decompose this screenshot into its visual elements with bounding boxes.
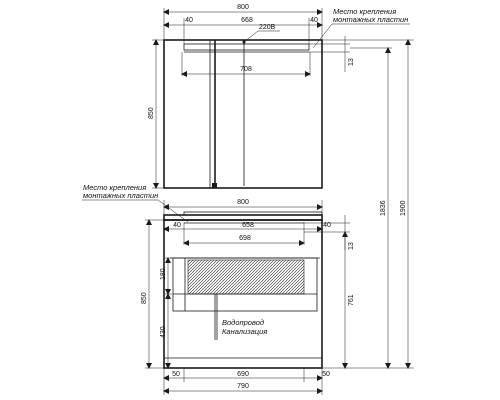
vanity-height-label: 850 [141, 292, 148, 304]
vanity [141, 199, 355, 395]
mirror-cabinet-outline [164, 40, 322, 188]
mirror-mount-strip [184, 44, 309, 50]
vanity-side-right: 40 [323, 222, 331, 229]
mount-label-top-line2: монтажных пластин [333, 15, 409, 24]
base-inner-label: 690 [237, 371, 249, 378]
mirror-height-label: 850 [148, 107, 155, 119]
overall-dimensions [322, 40, 414, 368]
vanity-mount-height: 761 [348, 294, 355, 306]
mount-label-mid [82, 183, 188, 222]
vanity-side-left: 40 [173, 222, 181, 229]
base-width-label: 790 [237, 383, 249, 390]
vanity-lower-width: 698 [239, 235, 251, 242]
mirror-side-left: 40 [185, 17, 193, 24]
mirror-side-right: 40 [310, 17, 318, 24]
mount-label-mid-line1: Место крепления [83, 183, 147, 192]
mirror-width-label: 800 [237, 4, 249, 11]
base-left-label: 50 [172, 371, 180, 378]
vanity-offset-label: 13 [348, 242, 355, 250]
power-label: 220B [259, 24, 276, 31]
mount-label-mid-line2: монтажных пластин [83, 191, 159, 200]
mirror-cabinet-hinge [212, 183, 217, 188]
mirror-cabinet [148, 4, 355, 188]
vanity-width-label: 800 [237, 199, 249, 206]
mid-height-label: 1836 [380, 200, 387, 216]
vanity-inner-width: 658 [242, 222, 254, 229]
mount-label-top-line1: Место крепления [333, 7, 397, 16]
mirror-offset-label: 13 [348, 58, 355, 66]
overall-height-label: 1900 [400, 200, 407, 216]
vanity-drawer-hatch [188, 260, 304, 294]
drawer-height-label: 180 [160, 268, 167, 280]
plumbing-water: Водопровод [222, 318, 265, 327]
base-right-label: 50 [322, 371, 330, 378]
mount-leader-mid [158, 200, 188, 222]
mirror-lower-width: 708 [240, 66, 252, 73]
mirror-inner-width: 668 [241, 17, 253, 24]
body-height-label: 430 [160, 326, 167, 338]
mount-label-top [313, 7, 410, 48]
plumbing-sewer: Канализация [222, 327, 268, 336]
power-point [243, 41, 246, 44]
